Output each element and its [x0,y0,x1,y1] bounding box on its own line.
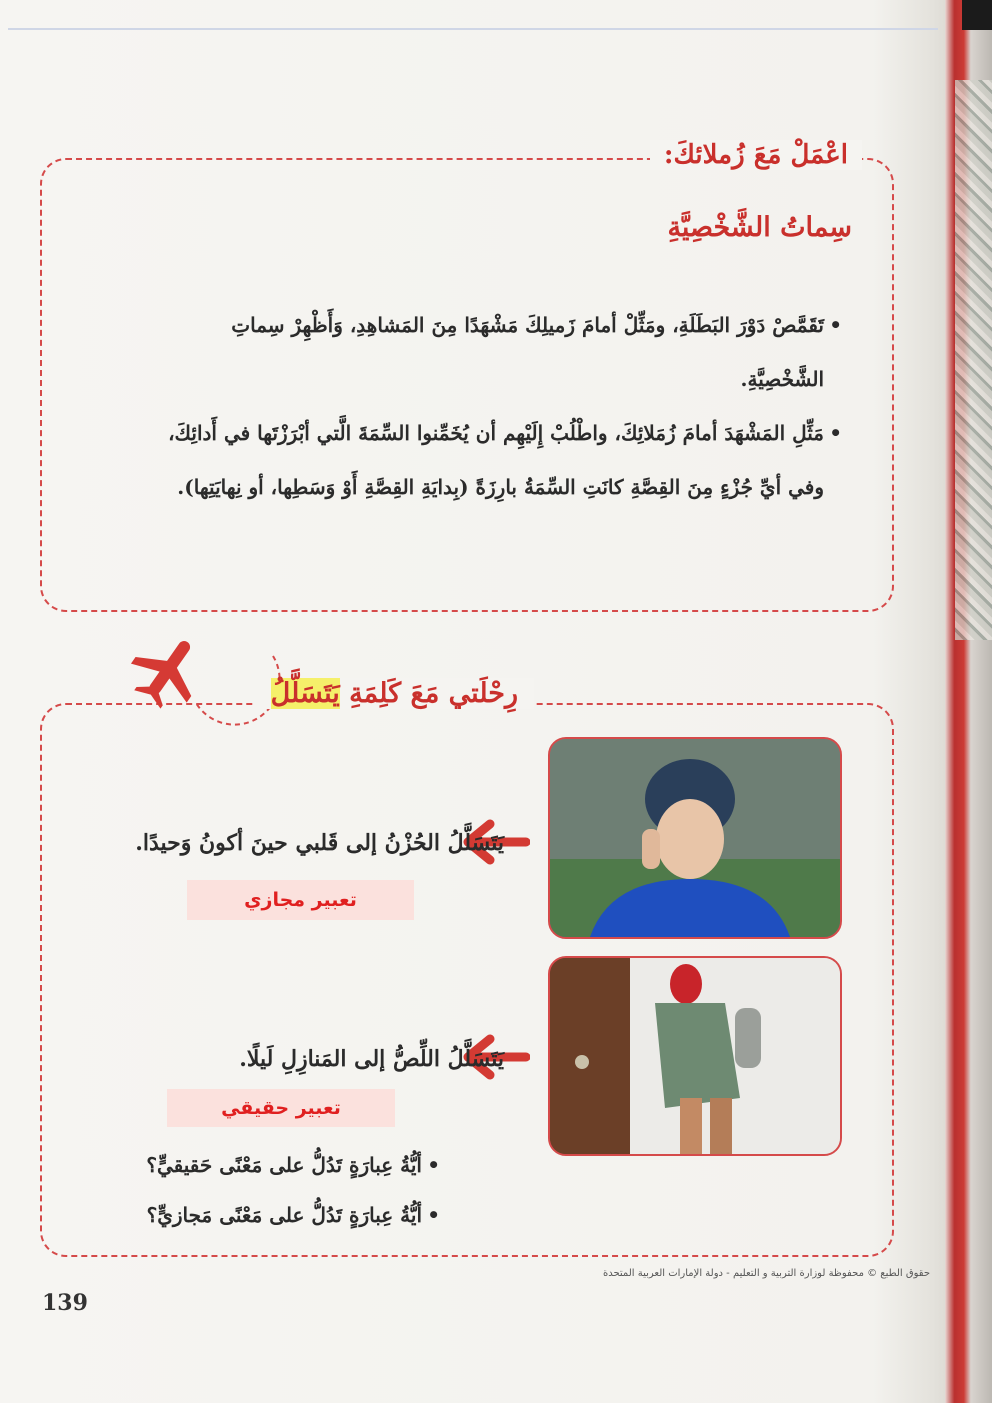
copyright-notice: حقوق الطبع © محفوظة لوزارة التربية و التعليم - دولة الإمارات العربية المتحدة [602,1268,930,1279]
word-journey-heading [255,678,534,709]
question-item: • أيُّةُ عِبارَةٍ تَدُلُّ على مَعْنًى حَقيقيٍّ؟ [146,1140,440,1190]
instruction-item: • مَثِّلِ المَشْهَدَ أمامَ زُمَلائِكَ، واطْلُبْ إِلَيْهِم أن يُخَمِّنوا السِّمَةَ الَّتي أبْرَزْتَها في أَدائِكَ، وفي أيِّ جُزْءٍ مِنَ القِصَّةِ كانَتِ السِّمَةُ بارِزَةً (بِدايَةِ القِصَّةِ أَوْ وَسَطِها، أو نِهايَتِها). [142,406,842,514]
instruction-item: • تَقَمَّصْ دَوْرَ البَطَلَةِ، ومَثِّلْ أمامَ زَميلِكَ مَشْهَدًا مِنَ المَشاهِدِ، وَأَظْهِرْ سِماتِ الشَّخْصِيَّةِ. [142,298,842,406]
question-item: • أيُّةُ عِبارَةٍ تَدُلُّ على مَعْنًى مَجازيٍّ؟ [146,1190,440,1240]
example-sentence-figurative: يَتَسَلَّلُ الحُزْنُ إلى قَلبي حينَ أكونُ وَحيدًا. [135,830,504,856]
photo-thief [548,956,842,1156]
scan-corner [962,0,992,30]
top-rule [8,28,938,30]
literal-label: تعبير حقيقي [167,1089,395,1127]
instructions-list [142,298,842,514]
heading-text: رِحْلَتي مَعَ كَلِمَةِ [339,678,518,709]
section-heading: اعْمَلْ مَعَ زُملائكَ: [650,140,862,170]
highlighted-word: يَتَسَلَّلُ [270,678,340,709]
photo-sad-boy [548,737,842,939]
next-page-edge [955,80,992,640]
example-sentence-literal: يَتَسَلَّلُ اللِّصُّ إلى المَنازِلِ لَيلًا. [239,1046,504,1072]
section-subheading: سِماتُ الشَّخْصِيَّةِ [667,212,852,243]
page-number: 139 [42,1290,88,1316]
questions-list [146,1140,440,1240]
figurative-label: تعبير مجازي [187,880,414,920]
